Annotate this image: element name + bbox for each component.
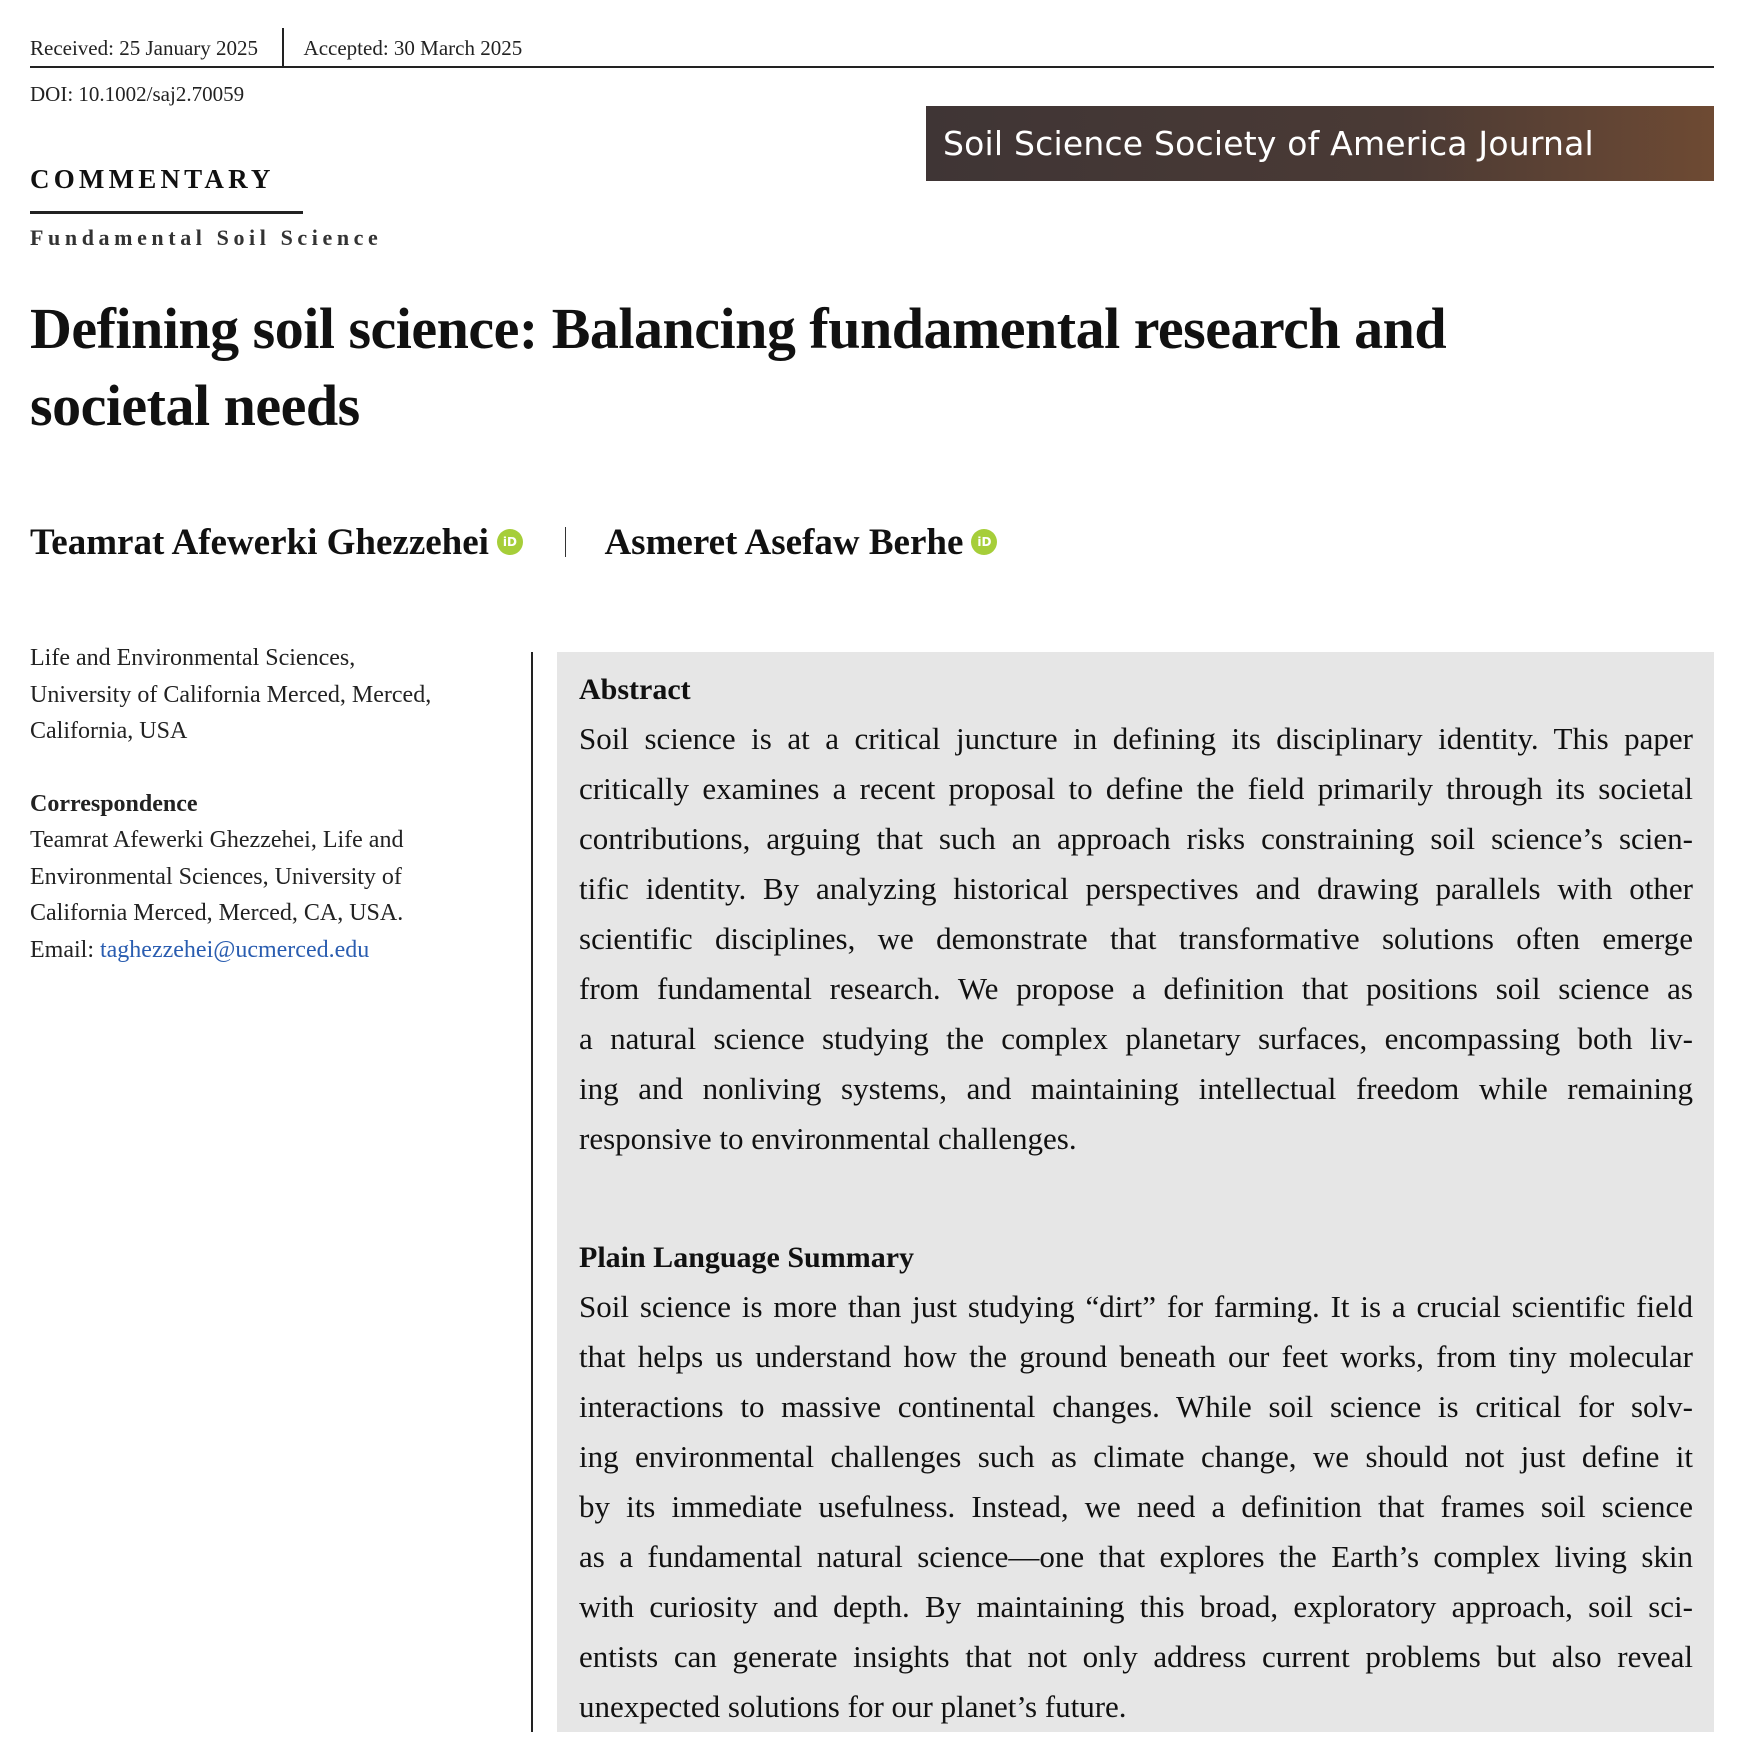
- page-title: [30, 290, 1590, 444]
- plain_summary-text-line: entists can generate insights that not only address current problems but also reveal: [579, 1639, 1693, 1674]
- divider: [565, 527, 567, 557]
- abstract-text-line: scientific disciplines, we demonstrate that transformative solutions often emerge: [579, 921, 1693, 956]
- divider: [282, 28, 284, 68]
- author-name[interactable]: Teamrat Afewerki Ghezzehei: [30, 521, 489, 563]
- correspondence-line: Teamrat Afewerki Ghezzehei, Life and: [30, 827, 404, 853]
- abstract-text-line: from fundamental research. We propose a definition that positions soil science as: [579, 971, 1693, 1006]
- abstract-text-line: contributions, arguing that such an approach risks constraining soil science’s scien-: [579, 821, 1693, 856]
- plain_summary-text-line: interactions to massive continental changes. While soil science is critical for solv-: [579, 1389, 1693, 1424]
- email-label: Email:: [30, 936, 100, 963]
- abstract-text-line: responsive to environmental challenges.: [579, 1121, 1077, 1156]
- plain-summary-heading: Plain Language Summary: [579, 1241, 915, 1274]
- plain_summary-text-line: unexpected solutions for our planet’s future.: [579, 1689, 1127, 1724]
- correspondence-heading: Correspondence: [30, 790, 198, 817]
- affiliation-line: University of California Merced, Merced,: [30, 681, 432, 708]
- email-link[interactable]: taghezzehei@ucmerced.edu: [99, 936, 370, 963]
- orcid-icon[interactable]: iD: [971, 529, 997, 555]
- abstract-heading: Abstract: [579, 673, 691, 706]
- plain_summary-text-line: as a fundamental natural science—one that explores the Earth’s complex living skin: [579, 1539, 1693, 1574]
- journal-banner: Soil Science Society of America Journal: [926, 106, 1714, 181]
- abstract-text-line: Soil science is at a critical juncture in defining its disciplinary identity. This paper: [579, 721, 1693, 756]
- plain_summary-text-line: with curiosity and depth. By maintaining this broad, exploratory approach, soil sci-: [579, 1589, 1693, 1624]
- affiliation-column: [30, 640, 500, 968]
- title-line: Defining soil science: Balancing fundamental research and: [30, 296, 1447, 361]
- plain_summary-text-line: by its immediate usefulness. Instead, we need a definition that frames soil science: [579, 1489, 1693, 1524]
- plain_summary-text-line: Soil science is more than just studying “dirt” for farming. It is a crucial scientific field: [579, 1289, 1693, 1324]
- plain_summary-text-line: ing environmental challenges such as climate change, we should not just define it: [579, 1439, 1693, 1474]
- accepted-date: Accepted: 30 March 2025: [303, 35, 523, 60]
- orcid-icon[interactable]: iD: [497, 529, 523, 555]
- plain_summary-text-line: that helps us understand how the ground beneath our feet works, from tiny molecular: [579, 1339, 1693, 1374]
- abstract-text-line: a natural science studying the complex planetary surfaces, encompassing both liv-: [579, 1021, 1693, 1056]
- email-line: [30, 932, 500, 969]
- column-divider: [531, 652, 533, 1732]
- abstract-text-line: tific identity. By analyzing historical perspectives and drawing parallels with other: [579, 871, 1693, 906]
- affiliation-line: California, USA: [30, 718, 188, 744]
- section-label: Fundamental Soil Science: [30, 225, 383, 250]
- received-date: Received: 25 January 2025: [30, 35, 259, 60]
- affiliation-line: Life and Environmental Sciences,: [30, 645, 356, 671]
- doi: DOI: 10.1002/saj2.70059: [30, 82, 245, 106]
- article-dates: [30, 30, 522, 66]
- author-list: [30, 518, 997, 566]
- correspondence-line: Environmental Sciences, University of: [30, 863, 402, 890]
- correspondence-line: California Merced, Merced, CA, USA.: [30, 900, 404, 926]
- article-type: COMMENTARY: [30, 164, 275, 194]
- header-rule: [30, 66, 1714, 68]
- article-type-rule: [30, 211, 303, 214]
- abstract-text-line: critically examines a recent proposal to define the field primarily through its societal: [579, 771, 1693, 806]
- title-line: societal needs: [30, 373, 360, 438]
- abstract-text-line: ing and nonliving systems, and maintaining intellectual freedom while remaining: [579, 1071, 1693, 1106]
- author-name[interactable]: Asmeret Asefaw Berhe: [604, 521, 964, 563]
- abstract-box: [557, 652, 1714, 1732]
